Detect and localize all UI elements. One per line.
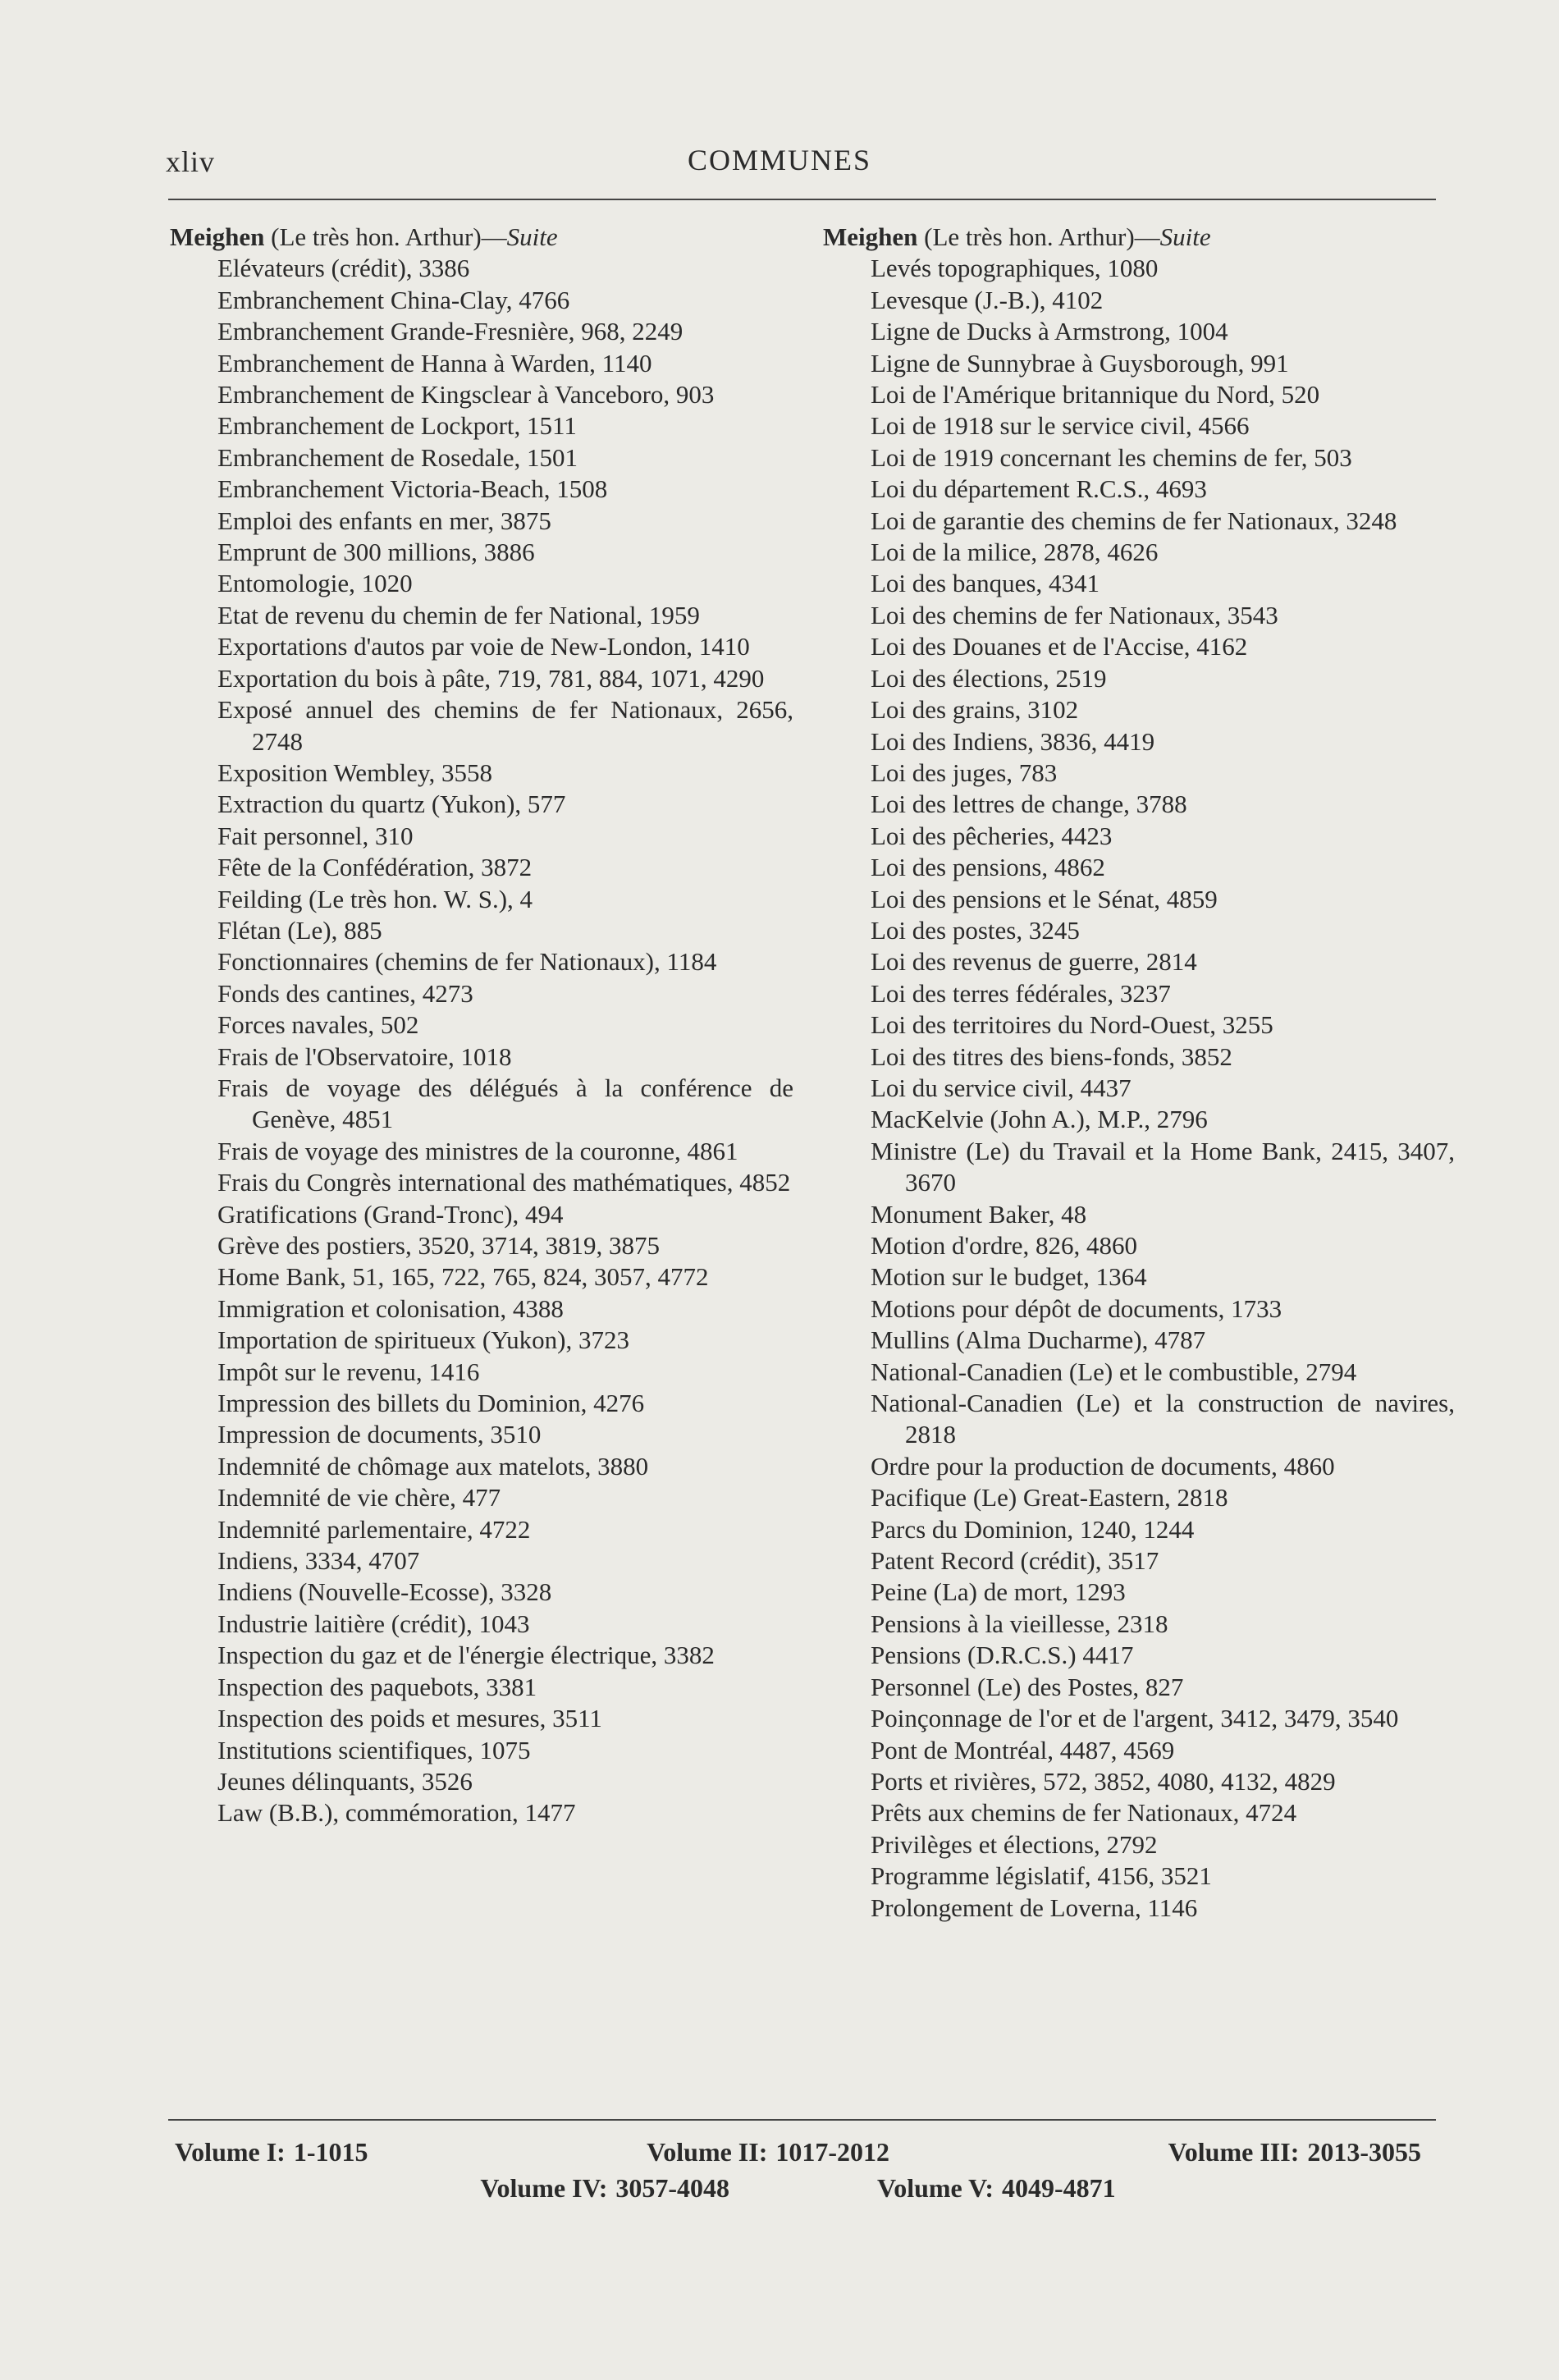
- index-entry: Jeunes délinquants, 3526: [217, 1766, 473, 1796]
- left-entry-list: [170, 253, 793, 1828]
- index-entry: Loi des titres des biens-fonds, 3852: [871, 1041, 1232, 1071]
- index-entry: Embranchement de Hanna à Warden, 1140: [217, 348, 652, 378]
- index-entry: National-Canadien (Le) et le combustible, 2794: [871, 1357, 1357, 1386]
- index-entry: Fonctionnaires (chemins de fer Nationaux), 1184: [217, 947, 717, 977]
- index-entry: Privilèges et élections, 2792: [871, 1829, 1158, 1859]
- index-entry: Levesque (J.-B.), 4102: [871, 285, 1104, 314]
- index-entry: Motion sur le budget, 1364: [871, 1262, 1147, 1292]
- index-entry: Loi des terres fédérales, 3237: [871, 978, 1171, 1008]
- index-entry: Loi de la milice, 2878, 4626: [871, 538, 1159, 567]
- index-entry: Inspection du gaz et de l'énergie électrique, 3382: [217, 1641, 715, 1670]
- index-entry: Indiens, 3334, 4707: [217, 1546, 420, 1576]
- index-entry: Emploi des enfants en mer, 3875: [217, 506, 551, 535]
- index-entry: Inspection des paquebots, 3381: [217, 1672, 537, 1701]
- index-entry: Pensions (D.R.C.S.) 4417: [871, 1641, 1134, 1670]
- left-column: [170, 222, 793, 1829]
- volume-2: Volume II: 1017-2012: [647, 2137, 890, 2167]
- index-entry: Loi de garantie des chemins de fer Nationaux, 3248: [871, 506, 1397, 535]
- index-entry: Loi des lettres de change, 3788: [871, 790, 1187, 819]
- heading-name: Meighen: [170, 222, 265, 251]
- index-entry: Ministre (Le) du Travail et la Home Bank, 2415, 3407, 3670: [871, 1136, 1455, 1197]
- index-entry: Loi des élections, 2519: [871, 663, 1107, 693]
- index-entry: Monument Baker, 48: [871, 1199, 1087, 1229]
- index-entry: Levés topographiques, 1080: [871, 254, 1159, 283]
- bottom-rule: [168, 2119, 1436, 2121]
- index-entry: Gratifications (Grand-Tronc), 494: [217, 1199, 564, 1229]
- index-entry: Poinçonnage de l'or et de l'argent, 3412, 3479, 3540: [871, 1704, 1399, 1733]
- index-entry: Exportation du bois à pâte, 719, 781, 884, 1071, 4290: [217, 663, 765, 693]
- index-entry: Frais de voyage des ministres de la couronne, 4861: [217, 1136, 738, 1165]
- index-entry: Frais de l'Observatoire, 1018: [217, 1041, 512, 1071]
- index-entry: Motions pour dépôt de documents, 1733: [871, 1293, 1282, 1323]
- index-entry: Exposé annuel des chemins de fer Nationaux, 2656, 2748: [217, 695, 793, 756]
- index-entry: Home Bank, 51, 165, 722, 765, 824, 3057, 4772: [217, 1262, 709, 1292]
- index-entry: Pont de Montréal, 4487, 4569: [871, 1735, 1175, 1764]
- index-entry: Embranchement de Lockport, 1511: [217, 411, 577, 441]
- index-entry: Embranchement Victoria-Beach, 1508: [217, 474, 608, 504]
- index-entry: Indemnité de chômage aux matelots, 3880: [217, 1451, 649, 1481]
- index-entry: Patent Record (crédit), 3517: [871, 1546, 1159, 1576]
- index-entry: Ordre pour la production de documents, 4860: [871, 1451, 1335, 1481]
- index-entry: Prêts aux chemins de fer Nationaux, 4724: [871, 1798, 1297, 1828]
- index-entry: Inspection des poids et mesures, 3511: [217, 1704, 602, 1733]
- right-column: [823, 222, 1455, 1924]
- index-entry: Institutions scientifiques, 1075: [217, 1735, 531, 1764]
- index-entry: Loi des juges, 783: [871, 757, 1058, 787]
- volume-5: Volume V: 4049-4871: [877, 2173, 1116, 2203]
- index-entry: Embranchement Grande-Fresnière, 968, 2249: [217, 317, 683, 346]
- index-entry: Pacifique (Le) Great-Eastern, 2818: [871, 1483, 1228, 1513]
- index-entry: Extraction du quartz (Yukon), 577: [217, 790, 566, 819]
- index-entry: MacKelvie (John A.), M.P., 2796: [871, 1105, 1208, 1134]
- heading-detail: (Le très hon. Arthur)—: [924, 222, 1160, 251]
- top-rule: [168, 199, 1436, 200]
- index-entry: Entomologie, 1020: [217, 569, 413, 598]
- index-entry: Programme législatif, 4156, 3521: [871, 1861, 1212, 1891]
- index-entry: Emprunt de 300 millions, 3886: [217, 538, 535, 567]
- index-entry: Personnel (Le) des Postes, 827: [871, 1672, 1184, 1701]
- index-entry: Loi du service civil, 4437: [871, 1073, 1132, 1102]
- index-entry: Ligne de Sunnybrae à Guysborough, 991: [871, 348, 1289, 378]
- volume-4: Volume IV: 3057-4048: [480, 2173, 730, 2203]
- index-entry: Loi des pensions et le Sénat, 4859: [871, 884, 1218, 913]
- index-entry: Ligne de Ducks à Armstrong, 1004: [871, 317, 1228, 346]
- index-entry: Impôt sur le revenu, 1416: [217, 1357, 480, 1386]
- index-entry: Elévateurs (crédit), 3386: [217, 254, 470, 283]
- index-entry: Loi des chemins de fer Nationaux, 3543: [871, 600, 1278, 629]
- index-entry: Etat de revenu du chemin de fer National, 1959: [217, 600, 700, 629]
- index-entry: Loi des banques, 4341: [871, 569, 1100, 598]
- index-entry: Loi des Douanes et de l'Accise, 4162: [871, 632, 1248, 661]
- index-entry: Pensions à la vieillesse, 2318: [871, 1609, 1168, 1638]
- index-entry: Loi des pêcheries, 4423: [871, 821, 1113, 850]
- index-entry: Loi de 1918 sur le service civil, 4566: [871, 411, 1250, 441]
- index-entry: Flétan (Le), 885: [217, 915, 382, 945]
- index-entry: Loi des postes, 3245: [871, 915, 1080, 945]
- index-entry: Frais du Congrès international des mathématiques, 4852: [217, 1168, 791, 1197]
- index-entry: Exportations d'autos par voie de New-London, 1410: [217, 632, 750, 661]
- index-entry: Parcs du Dominion, 1240, 1244: [871, 1514, 1195, 1544]
- index-entry: Loi des Indiens, 3836, 4419: [871, 726, 1155, 756]
- index-entry: Indemnité de vie chère, 477: [217, 1483, 501, 1513]
- index-entry: Mullins (Alma Ducharme), 4787: [871, 1325, 1206, 1355]
- index-entry: Frais de voyage des délégués à la conférence de Genève, 4851: [217, 1073, 793, 1134]
- heading-name: Meighen: [823, 222, 918, 251]
- index-entry: Loi des territoires du Nord-Ouest, 3255: [871, 1010, 1273, 1040]
- volume-3: Volume III: 2013-3055: [1168, 2137, 1421, 2167]
- index-entry: Forces navales, 502: [217, 1010, 419, 1040]
- index-entry: Industrie laitière (crédit), 1043: [217, 1609, 530, 1638]
- page-number: xliv: [166, 145, 216, 178]
- index-entry: Ports et rivières, 572, 3852, 4080, 4132, 4829: [871, 1766, 1336, 1796]
- index-entry: Loi du département R.C.S., 4693: [871, 474, 1207, 504]
- heading-suite: Suite: [1159, 222, 1211, 251]
- index-entry: Loi de 1919 concernant les chemins de fer, 503: [871, 442, 1352, 472]
- heading-suite: Suite: [506, 222, 558, 251]
- index-entry: National-Canadien (Le) et la construction de navires, 2818: [871, 1389, 1455, 1449]
- index-entry: Prolongement de Loverna, 1146: [871, 1893, 1198, 1922]
- index-entry: Impression des billets du Dominion, 4276: [217, 1389, 645, 1418]
- index-entry: Importation de spiritueux (Yukon), 3723: [217, 1325, 629, 1355]
- index-entry: Embranchement de Kingsclear à Vanceboro, 903: [217, 380, 715, 410]
- index-entry: Law (B.B.), commémoration, 1477: [217, 1798, 576, 1828]
- index-entry: Immigration et colonisation, 4388: [217, 1293, 564, 1323]
- index-entry: Fonds des cantines, 4273: [217, 978, 473, 1008]
- index-entry: Impression de documents, 3510: [217, 1420, 542, 1449]
- right-heading: [823, 222, 1455, 253]
- index-entry: Loi des grains, 3102: [871, 695, 1079, 725]
- index-entry: Loi des pensions, 4862: [871, 853, 1105, 882]
- index-entry: Feilding (Le très hon. W. S.), 4: [217, 884, 533, 913]
- index-entry: Loi de l'Amérique britannique du Nord, 520: [871, 380, 1320, 410]
- index-entry: Fait personnel, 310: [217, 821, 414, 850]
- heading-detail: (Le très hon. Arthur)—: [271, 222, 507, 251]
- volume-row-1: [168, 2137, 1436, 2167]
- volume-row-2: [168, 2173, 1436, 2204]
- page-title: COMMUNES: [687, 144, 872, 176]
- index-entry: Peine (La) de mort, 1293: [871, 1577, 1126, 1607]
- index-entry: Indiens (Nouvelle-Ecosse), 3328: [217, 1577, 552, 1607]
- index-entry: Embranchement de Rosedale, 1501: [217, 442, 578, 472]
- index-entry: Fête de la Confédération, 3872: [217, 853, 533, 882]
- right-entry-list: [823, 253, 1455, 1924]
- volume-1: Volume I: 1-1015: [175, 2137, 368, 2167]
- index-entry: Loi des revenus de guerre, 2814: [871, 947, 1197, 977]
- index-entry: Indemnité parlementaire, 4722: [217, 1514, 531, 1544]
- index-entry: Embranchement China-Clay, 4766: [217, 285, 570, 314]
- index-entry: Exposition Wembley, 3558: [217, 757, 493, 787]
- left-heading: [170, 222, 793, 253]
- index-entry: Motion d'ordre, 826, 4860: [871, 1231, 1138, 1260]
- index-entry: Grève des postiers, 3520, 3714, 3819, 3875: [217, 1231, 660, 1260]
